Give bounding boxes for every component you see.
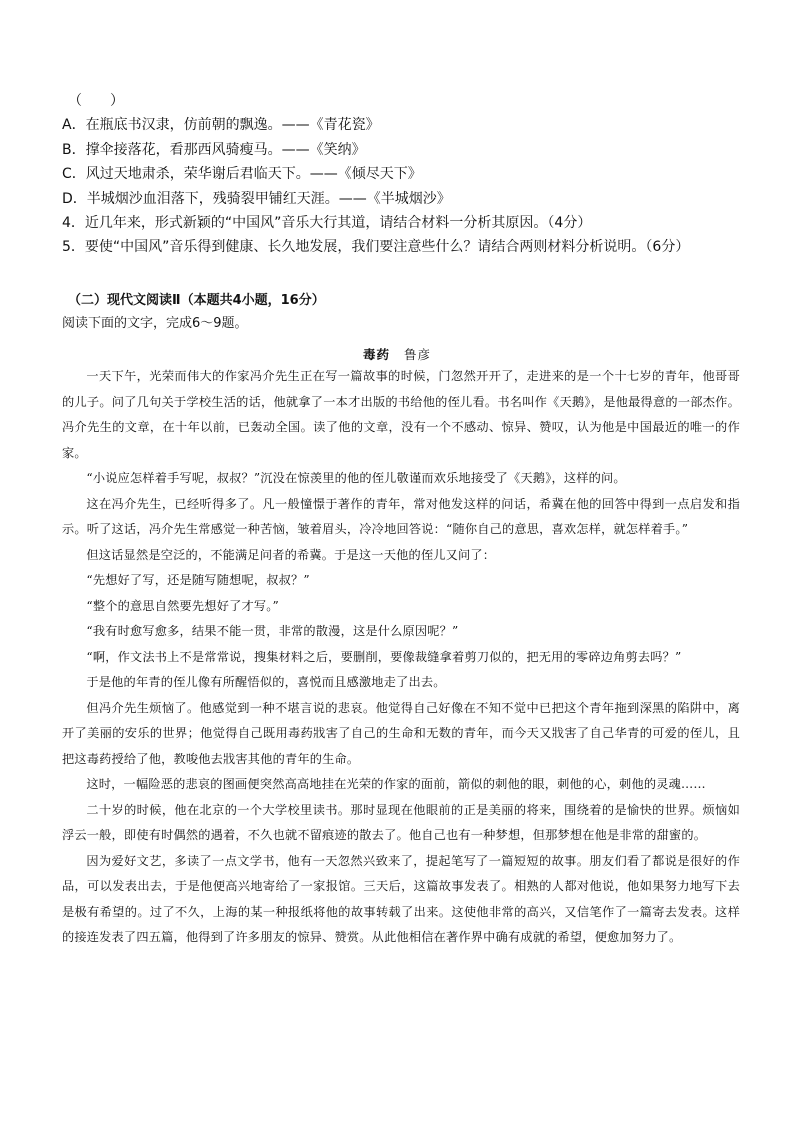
story-paragraph-2: “小说应怎样着手写呢，叔叔？”沉没在惊羡里的他的侄儿敬谨而欢乐地接受了《天鹅》，这样的问。 <box>86 471 626 485</box>
story-paragraph-4: 但这话显然是空泛的，不能满足问者的希冀。于是这一天他的侄儿又问了： <box>86 547 496 562</box>
story-paragraph-7: “我有时愈写愈多，结果不能一贯，非常的散漫，这是什么原因呢？” <box>86 624 459 638</box>
story-paragraph-3: 这在冯介先生，已经听得多了。凡一般憧憬于著作的青年，常对他发这样的问话，希冀在他的回答中得到一点启发和指示。听了这话，冯介先生常感觉一种苦恼，皱着眉头，冷冷地回答说：“随你自己的意思，喜欢怎样，就怎样着手。” <box>62 496 740 536</box>
option-a: A．在瓶底书汉隶，仿前朝的飘逸。——《青花瓷》 <box>62 117 380 134</box>
story-paragraph-6: “整个的意思自然要先想好了才写。” <box>86 598 279 613</box>
story-paragraph-13: 因为爱好文艺，多读了一点文学书，他有一天忽然兴致来了，提起笔写了一篇短短的故事。朋友们看了都说是很好的作品，可以发表出去，于是他便高兴地寄给了一家报馆。三天后，这篇故事发表了。相熟的人都对他说，他如果努力地写下去是极有希望的。过了不久，上海的某一种报纸将他的故事转载了出来。这使他非常的高兴，又信笔作了一篇寄去发表。这样的接连发表了四五篇，他得到了许多朋友的惊异、赞赏。从此他相信在著作界中确有成就的希望，便愈加努力了。 <box>62 853 740 944</box>
reading-instruction: 阅读下面的文字，完成6～9题。 <box>62 316 248 331</box>
section-heading: （二）现代文阅读Ⅱ（本题共4小题，16分） <box>68 293 325 308</box>
story-paragraph-9: 于是他的年青的侄儿像有所醒悟似的，喜悦而且感激地走了出去。 <box>86 675 446 689</box>
story-paragraph-10: 但冯介先生烦恼了。他感觉到一种不堪言说的悲哀。他觉得自己好像在不知不觉中已把这个青年拖到深黑的陷阱中，离开了美丽的安乐的世界；他觉得自己既用毒药戕害了自己的生命和无数的青年，而今天又戕害了自己华青的可爱的侄儿，且把这毒药授给了他，教唆他去戕害其他的青年的生命。 <box>62 700 740 766</box>
question-5: 5．要使“中国风”音乐得到健康、长久地发展，我们要注意些什么？请结合两则材料分析说明。（6分） <box>62 239 690 256</box>
story-title-text: 毒药 <box>362 347 390 362</box>
option-d: D．半城烟沙血泪落下，残骑裂甲铺红天涯。——《半城烟沙》 <box>62 190 451 207</box>
story-paragraph-8: “啊，作文法书上不是常常说，搜集材料之后，要删削，要像裁缝拿着剪刀似的，把无用的零碎边角剪去吗？” <box>86 649 682 664</box>
question-block <box>62 89 742 260</box>
story-paragraph-11: 这时，一幅险恶的悲哀的图画便突然高高地挂在光荣的作家的面前，箭似的刺他的眼，刺他的心，刺他的灵魂…… <box>86 777 706 791</box>
option-b: B．撑伞接落花，看那西风骑瘦马。——《笑纳》 <box>62 141 366 158</box>
story-title <box>0 345 794 365</box>
story-author: 鲁彦 <box>404 347 432 362</box>
story-body <box>62 364 740 951</box>
option-c: C．风过天地肃杀，荣华谢后君临天下。——《倾尽天下》 <box>62 166 422 183</box>
answer-parentheses: （ ） <box>68 93 124 109</box>
question-4: 4．近几年来，形式新颖的“中国风”音乐大行其道，请结合材料一分析其原因。（4分） <box>62 215 592 232</box>
story-paragraph-1: 一天下午，光荣而伟大的作家冯介先生正在写一篇故事的时候，门忽然开开了，走进来的是一个十七岁的青年，他哥哥的儿子。问了几句关于学校生活的话，他就拿了一本才出版的书给他的侄儿看。书名叫作《天鹅》，是他最得意的一部杰作。冯介先生的文章，在十年以前，已轰动全国。读了他的文章，没有一个不感动、惊异、赞叹，认为他是中国最近的唯一的作家。 <box>62 369 740 460</box>
story-paragraph-5: “先想好了写，还是随写随想呢，叔叔？” <box>86 573 310 587</box>
story-paragraph-12: 二十岁的时候，他在北京的一个大学校里读书。那时显现在他眼前的正是美丽的将来，围绕着的是愉快的世界。烦恼如浮云一般，即使有时偶然的遇着，不久也就不留痕迹的散去了。他自己也有一种梦想，但那梦想在他是非常的甜蜜的。 <box>62 802 740 842</box>
